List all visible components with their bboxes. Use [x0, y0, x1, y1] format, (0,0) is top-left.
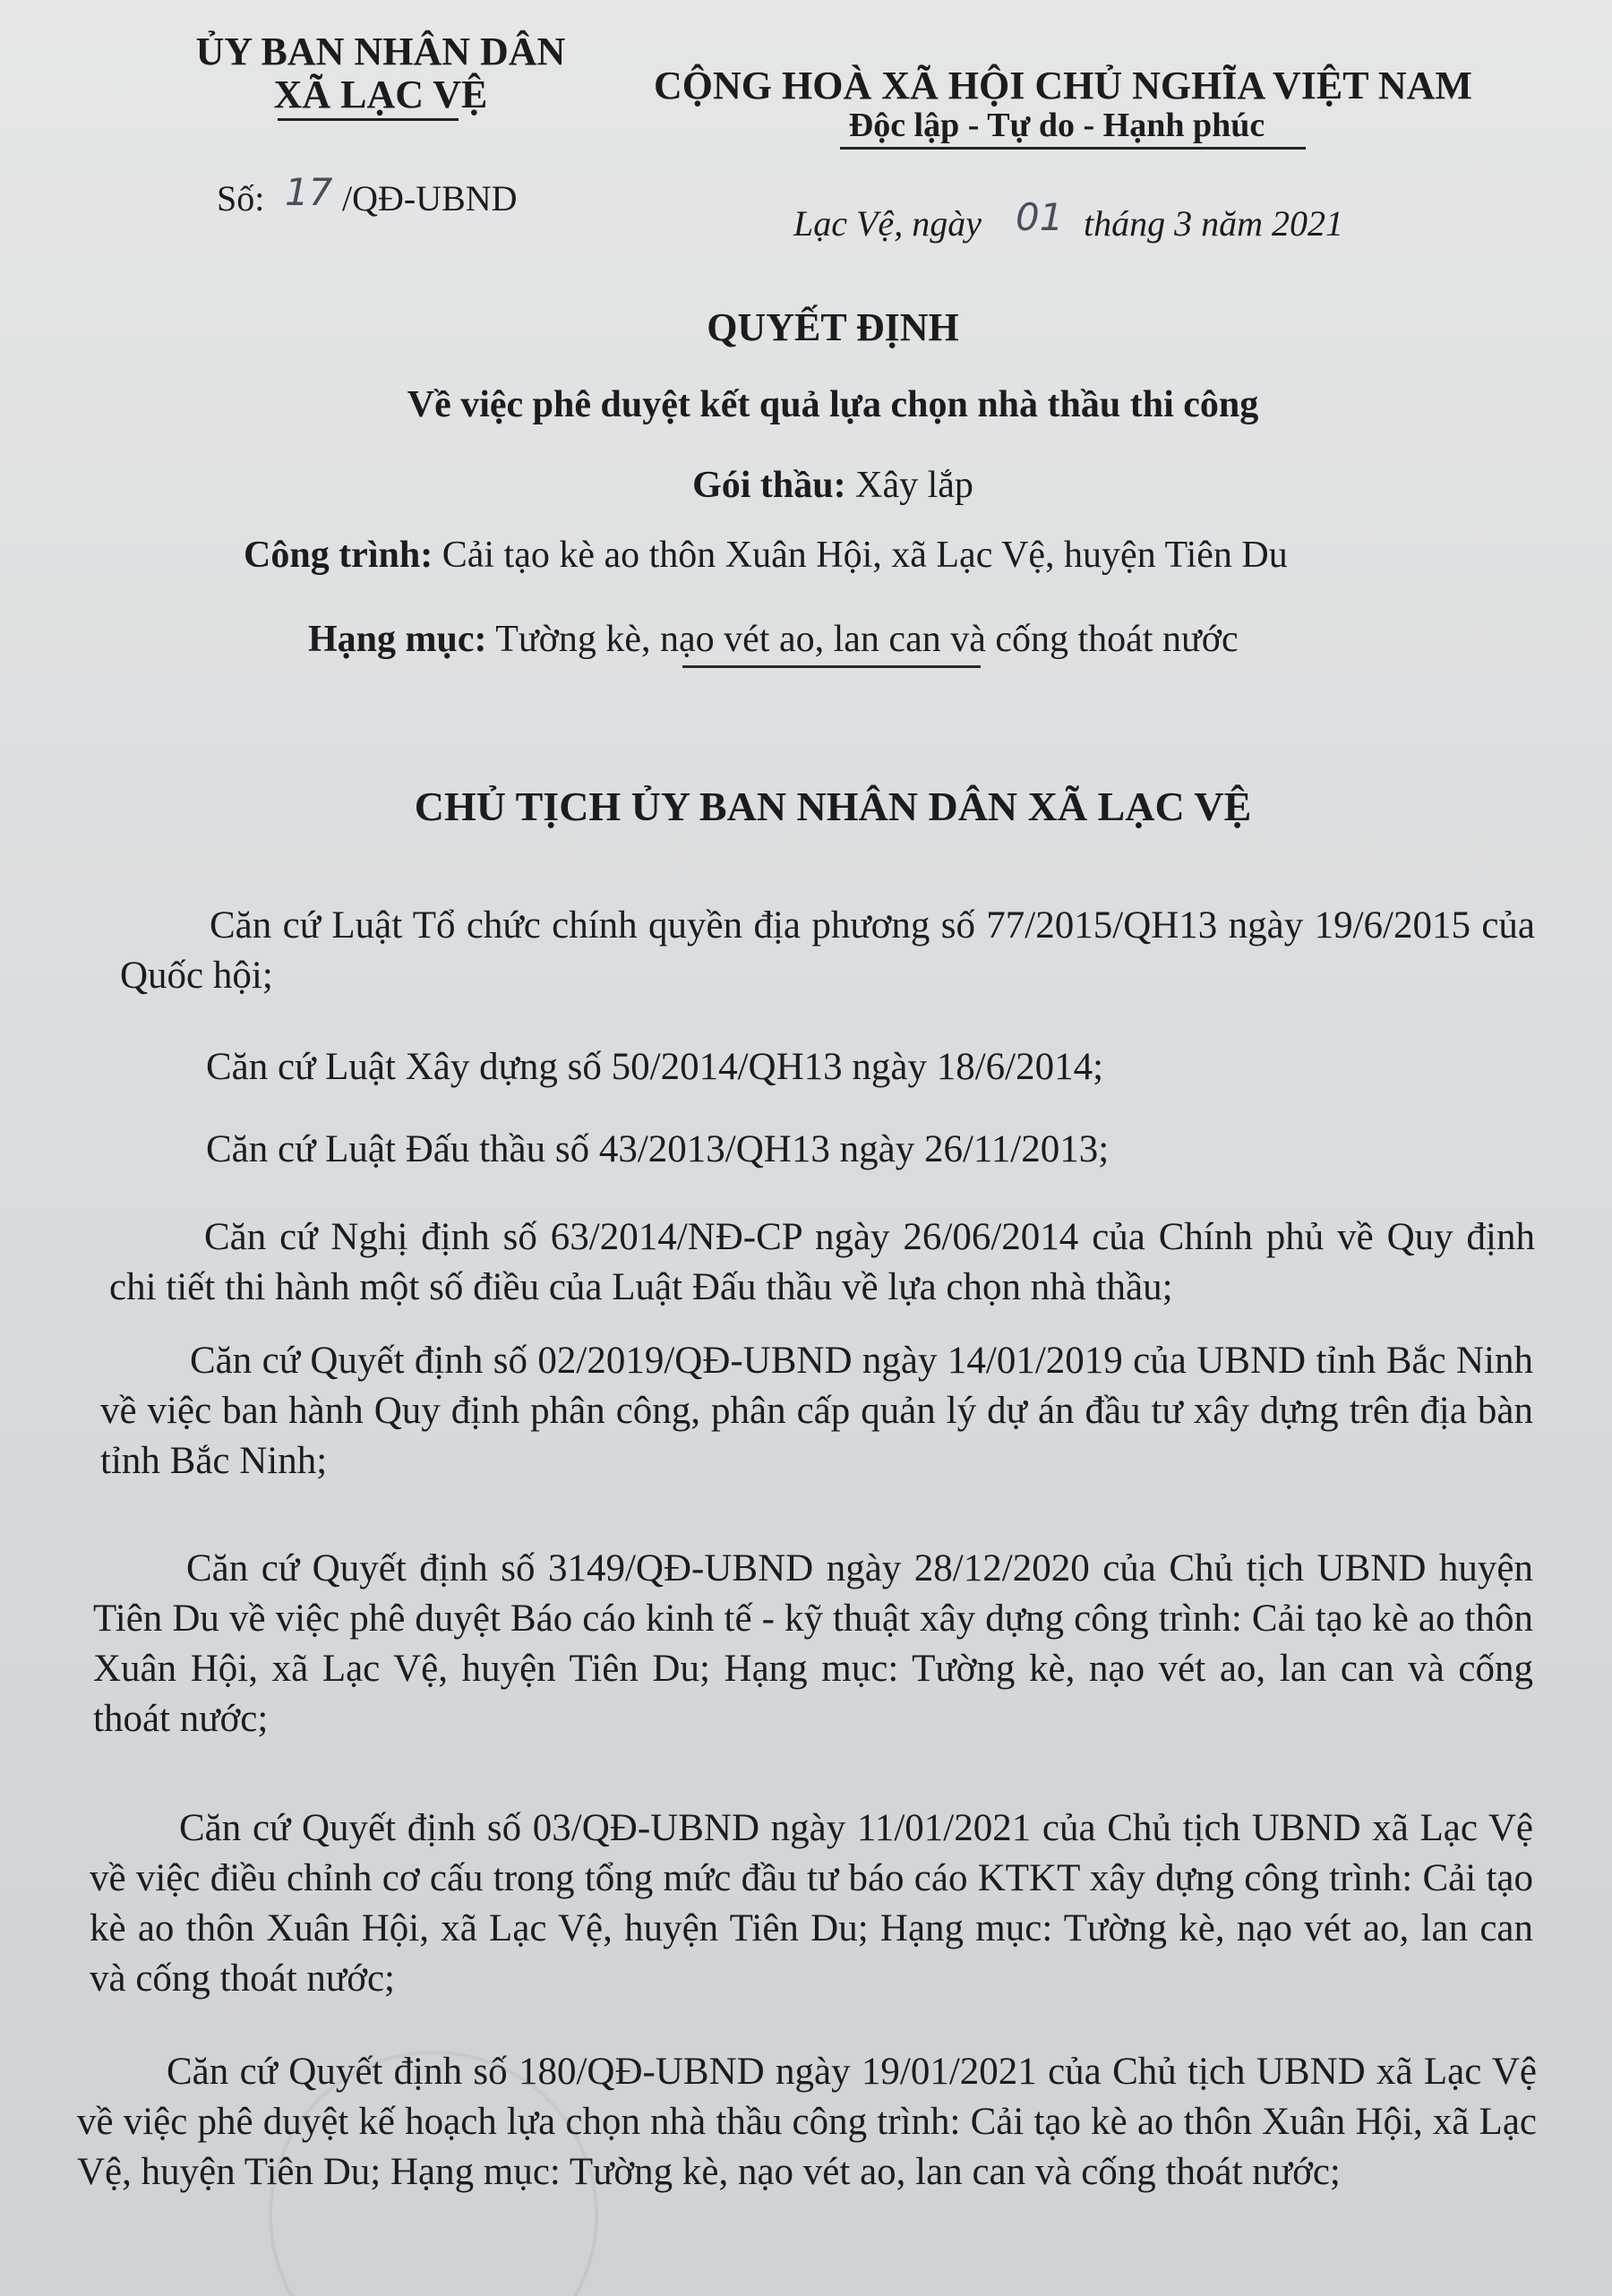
bid-package-label: Gói thầu:	[692, 465, 846, 506]
motto-underline-divider	[840, 147, 1306, 150]
legal-basis-paragraph: Căn cứ Luật Đấu thầu số 43/2013/QH13 ngày 26/11/2013;	[206, 1128, 1110, 1170]
legal-basis-paragraph: Căn cứ Quyết định số 03/QĐ-UBND ngày 11/01/2021 của Chủ tịch UBND xã Lạc Vệ về việc điều chỉnh cơ cấu trong tổng mức đầu tư báo cáo KTKT xây dựng công trình: Cải tạo kè ao thôn Xuân Hội, xã Lạc Vệ, huyện Tiên Du; Hạng mục: Tường kè, nạo vét ao, lan can và cống thoát nước;	[90, 1807, 1533, 2000]
legal-basis-paragraph: Căn cứ Quyết định số 02/2019/QĐ-UBND ngày 14/01/2019 của UBND tỉnh Bắc Ninh về việc ban hành Quy định phân công, phân cấp quản lý dự án đầu tư xây dựng trên địa bàn tỉnh Bắc Ninh;	[100, 1340, 1533, 1482]
legal-basis-paragraph: Căn cứ Luật Xây dựng số 50/2014/QH13 ngày 18/6/2014;	[206, 1046, 1104, 1088]
project-line	[244, 534, 1288, 577]
org-underline-divider	[278, 118, 459, 121]
doc-number-suffix: /QĐ-UBND	[342, 178, 518, 218]
legal-basis-paragraph: Căn cứ Quyết định số 3149/QĐ-UBND ngày 28/12/2020 của Chủ tịch UBND huyện Tiên Du về việc phê duyệt Báo cáo kinh tế - kỹ thuật xây dựng công trình: Cải tạo kè ao thôn Xuân Hội, xã Lạc Vệ, huyện Tiên Du; Hạng mục: Tường kè, nạo vét ao, lan can và cống thoát nước;	[93, 1547, 1533, 1740]
date-suffix: tháng 3 năm 2021	[1084, 203, 1343, 244]
legal-basis-paragraph: Căn cứ Luật Tổ chức chính quyền địa phương số 77/2015/QH13 ngày 19/6/2015 của Quốc hội;	[120, 904, 1535, 997]
work-item-label: Hạng mục:	[308, 619, 487, 660]
date-day-handwritten: 01	[1016, 195, 1064, 239]
decision-subject: Về việc phê duyệt kết quả lựa chọn nhà thầu thi công	[407, 384, 1259, 425]
org-name-line2: XÃ LẠC VỆ	[273, 73, 488, 116]
national-title: CỘNG HOÀ XÃ HỘI CHỦ NGHĨA VIỆT NAM	[654, 64, 1472, 107]
org-name-line1: ỦY BAN NHÂN DÂN	[195, 30, 566, 73]
work-item-underline	[682, 665, 981, 668]
decision-title: QUYẾT ĐỊNH	[707, 305, 959, 349]
date-prefix: Lạc Vệ, ngày	[793, 203, 982, 244]
project-value: Cải tạo kè ao thôn Xuân Hội, xã Lạc Vệ, huyện Tiên Du	[442, 535, 1288, 576]
doc-number-label: Số:	[217, 178, 265, 218]
work-item-value: Tường kè, nạo vét ao, lan can và cống thoát nước	[495, 619, 1239, 660]
national-motto: Độc lập - Tự do - Hạnh phúc	[848, 107, 1265, 144]
legal-basis-paragraph: Căn cứ Nghị định số 63/2014/NĐ-CP ngày 26/06/2014 của Chính phủ về Quy định chi tiết thi hành một số điều của Luật Đấu thầu về lựa chọn nhà thầu;	[109, 1216, 1535, 1308]
authority-heading: CHỦ TỊCH ỦY BAN NHÂN DÂN XÃ LẠC VỆ	[414, 784, 1252, 829]
bid-package-value: Xây lắp	[855, 465, 973, 506]
work-item-line	[308, 618, 1239, 661]
legal-basis-paragraph: Căn cứ Quyết định số 180/QĐ-UBND ngày 19/01/2021 của Chủ tịch UBND xã Lạc Vệ về việc phê duyệt kế hoạch lựa chọn nhà thầu công trình: Cải tạo kè ao thôn Xuân Hội, xã Lạc Vệ, huyện Tiên Du; Hạng mục: Tường kè, nạo vét ao, lan can và cống thoát nước;	[77, 2051, 1537, 2193]
doc-number-handwritten: 17	[285, 170, 333, 214]
project-label: Công trình:	[244, 535, 433, 576]
bid-package-line	[0, 464, 1612, 507]
